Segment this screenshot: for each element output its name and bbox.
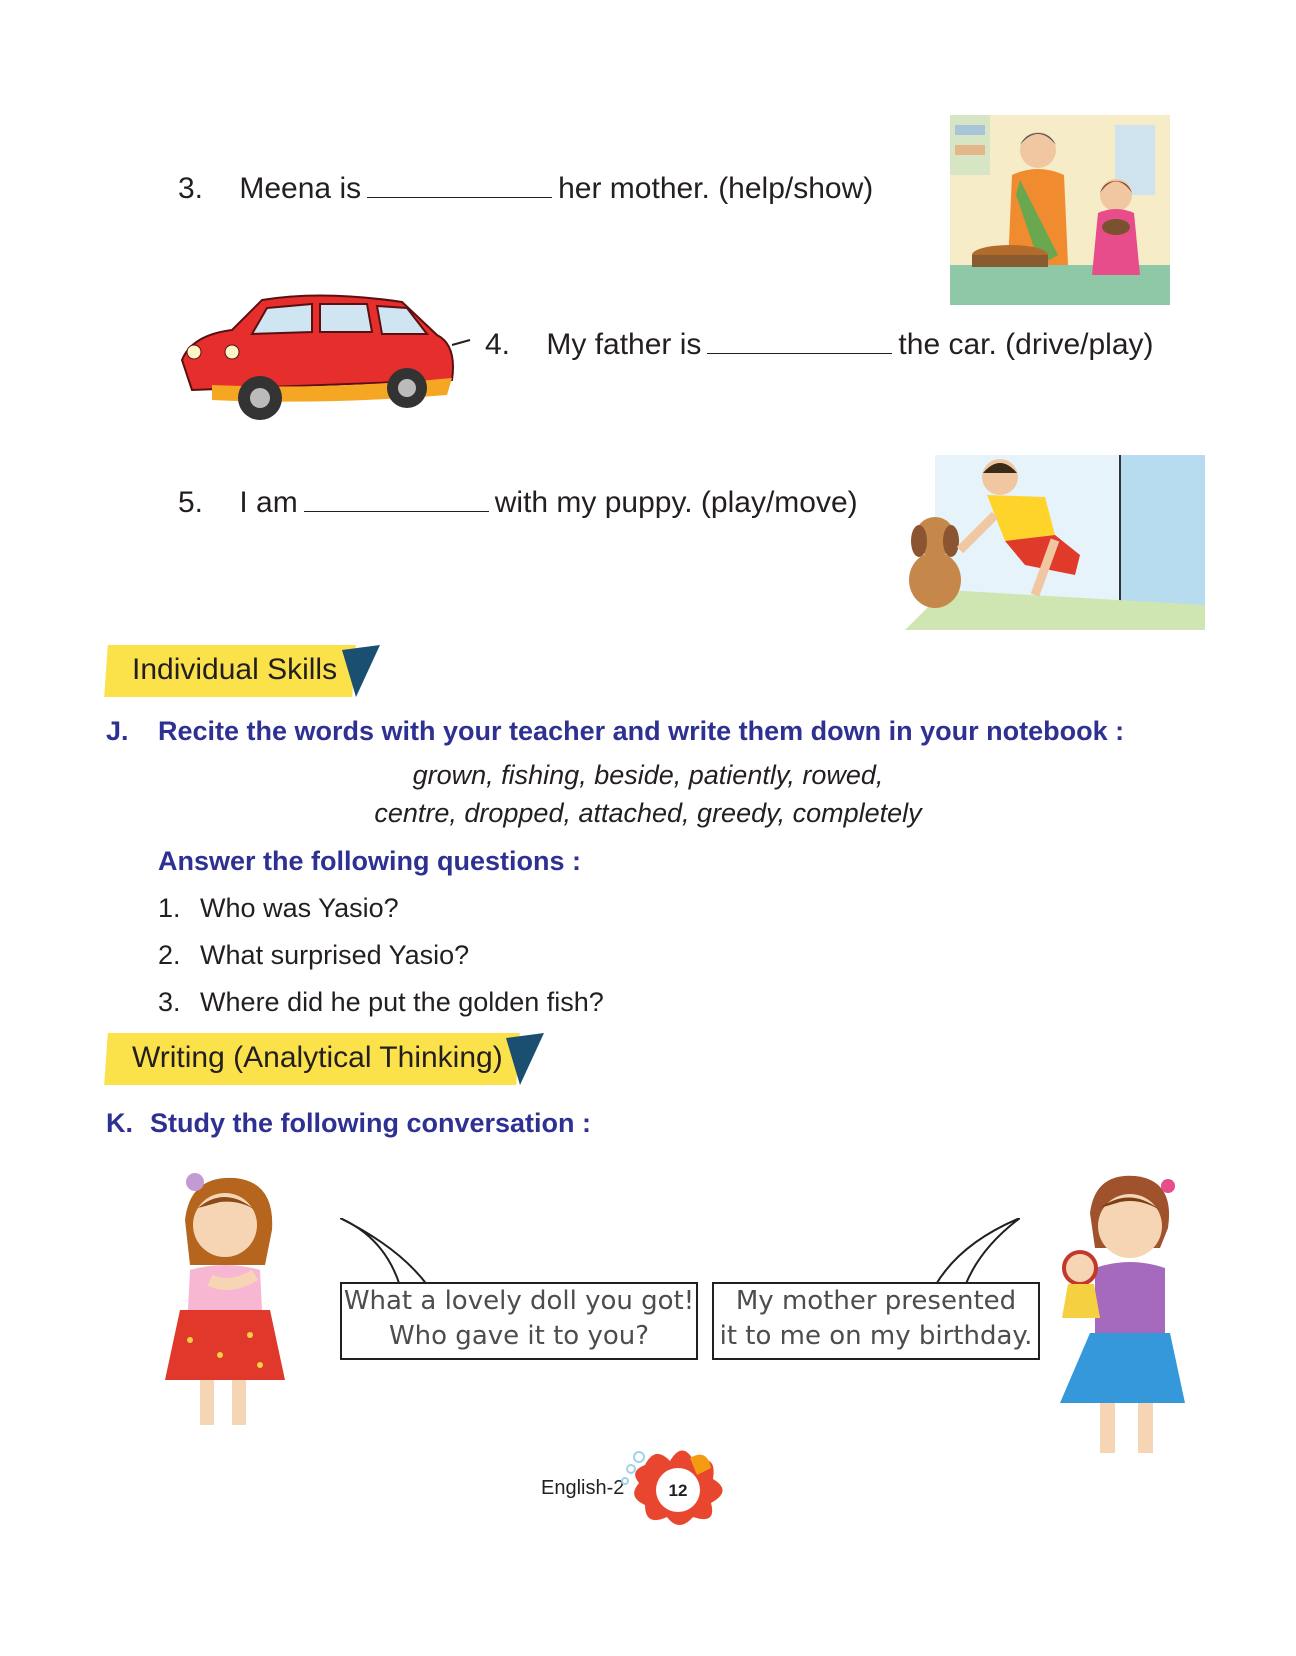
question-number: 1. <box>158 893 181 923</box>
speech-bubble-right <box>712 1282 1040 1360</box>
sentence-start: My father is <box>546 328 702 361</box>
bubble-line: it to me on my birthday. <box>719 1321 1033 1351</box>
question-item <box>158 987 604 1018</box>
question-item <box>158 940 469 971</box>
mother-cooking-illustration <box>950 115 1170 305</box>
sentence-end: with my puppy. (play/move) <box>494 486 858 519</box>
item-number: 3. <box>178 172 204 205</box>
answer-blank[interactable] <box>367 175 552 198</box>
section-title: Individual Skills <box>132 653 338 686</box>
bubble-left-tail <box>340 1218 470 1288</box>
word-list-line-1: grown, fishing, beside, patiently, rowed, <box>412 760 884 790</box>
sentence-start: Meena is <box>239 172 362 205</box>
answer-blank[interactable] <box>304 489 489 512</box>
question-number: 2. <box>158 940 181 970</box>
question-k-letter: K. <box>106 1108 133 1138</box>
question-k-text: Study the following conversation : <box>150 1108 592 1138</box>
page-number: 12 <box>668 1481 688 1500</box>
bubble-line: Who gave it to you? <box>388 1321 650 1351</box>
exercise-item-3 <box>178 172 873 206</box>
girl-right-illustration <box>1050 1168 1190 1458</box>
boy-with-puppy-illustration <box>905 455 1205 630</box>
word-list-line-2: centre, dropped, attached, greedy, completely <box>374 798 922 828</box>
item-number: 4. <box>485 328 511 361</box>
bubble-line: What a lovely doll you got! <box>343 1286 695 1316</box>
question-text: Where did he put the golden fish? <box>200 987 604 1017</box>
bubble-line: My mother presented <box>735 1286 1017 1316</box>
question-text: What surprised Yasio? <box>200 940 470 970</box>
sentence-start: I am <box>239 486 298 519</box>
answer-questions-heading: Answer the following questions : <box>158 846 582 876</box>
question-text: Who was Yasio? <box>200 893 399 923</box>
footer-book-label: English-2 <box>541 1477 625 1499</box>
answer-blank[interactable] <box>707 331 892 354</box>
banner-corner-icon <box>342 645 382 697</box>
question-number: 3. <box>158 987 181 1017</box>
section-title: Writing (Analytical Thinking) <box>132 1041 503 1074</box>
individual-skills-banner <box>106 645 381 697</box>
sentence-end: the car. (drive/play) <box>898 328 1154 361</box>
speech-bubble-left <box>340 1282 698 1360</box>
question-j-text: Recite the words with your teacher and write them down in your notebook : <box>158 716 1125 746</box>
bubble-right-tail <box>920 1218 1020 1288</box>
red-car-illustration <box>172 290 472 430</box>
item-number: 5. <box>178 486 204 519</box>
exercise-item-5 <box>178 486 858 520</box>
exercise-item-4 <box>485 328 1154 362</box>
sentence-end: her mother. (help/show) <box>558 172 874 205</box>
question-item <box>158 893 399 924</box>
question-j-letter: J. <box>106 716 129 746</box>
writing-banner <box>106 1033 546 1085</box>
girl-left-illustration <box>160 1170 290 1430</box>
banner-corner-icon <box>506 1033 546 1085</box>
